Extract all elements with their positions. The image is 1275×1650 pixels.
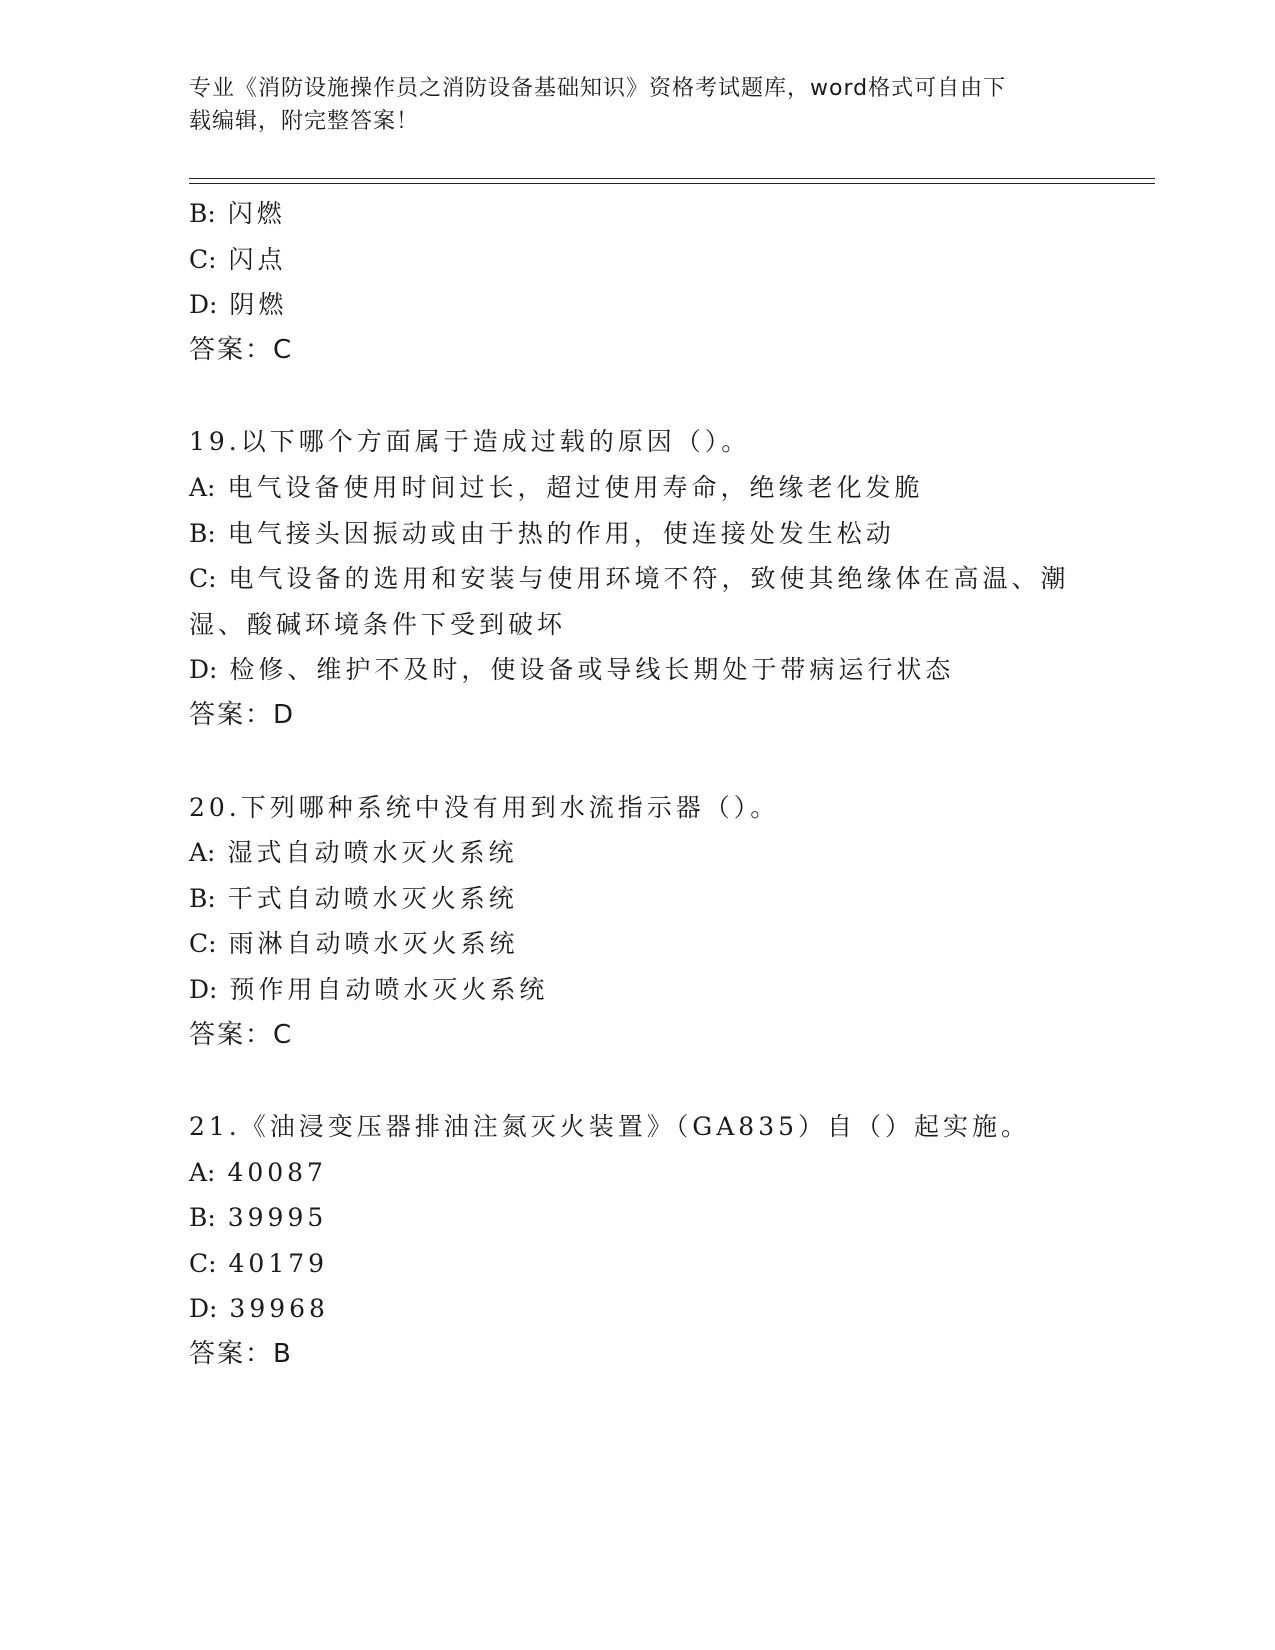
option-b: B: 电气接头因振动或由于热的作用，使连接处发生松动	[189, 518, 895, 548]
option-d: D: 阴燃	[189, 290, 288, 320]
question-19	[189, 419, 1089, 738]
option-b: B: 闪燃	[189, 199, 286, 228]
option-a: A: 电气设备使用时间过长，超过使用寿命，绝缘老化发脆	[189, 472, 924, 502]
document-header	[189, 72, 1089, 138]
question-stem: 21.《油浸变压器排油注氮灭火装置》（GA835）自（）起实施。	[189, 1112, 1031, 1142]
option-c: C: 闪点	[189, 244, 287, 274]
question-21	[189, 1104, 1089, 1378]
header-line-1: 专业《消防设施操作员之消防设备基础知识》资格考试题库，word格式可自由下	[189, 76, 1007, 101]
option-a: A: 40087	[189, 1157, 327, 1187]
answer: 答案：C	[189, 334, 294, 365]
question-stem: 20.下列哪种系统中没有用到水流指示器（）。	[189, 792, 780, 822]
option-d: D: 39968	[189, 1294, 329, 1324]
header-divider-bottom	[189, 183, 1155, 184]
option-b: B: 39995	[189, 1203, 328, 1233]
option-c: C: 雨淋自动喷水灭火系统	[189, 929, 519, 959]
option-c-continuation: 湿、酸碱环境条件下受到破坏	[189, 609, 567, 639]
option-a: A: 湿式自动喷水灭火系统	[189, 838, 518, 868]
header-divider-top	[189, 178, 1155, 179]
option-d: D: 检修、维护不及时，使设备或导线长期处于带病运行状态	[189, 655, 955, 685]
answer: 答案：C	[189, 1019, 294, 1050]
question-stem: 19.以下哪个方面属于造成过载的原因（）。	[189, 427, 751, 457]
option-b: B: 干式自动喷水灭火系统	[189, 883, 518, 913]
question-list	[189, 191, 1089, 1378]
answer: 答案：B	[189, 1339, 293, 1370]
question-18-tail	[189, 191, 1089, 373]
question-20	[189, 785, 1089, 1059]
header-line-2: 载编辑，附完整答案！	[189, 109, 420, 134]
option-c: C: 电气设备的选用和安装与使用环境不符，致使其绝缘体在高温、潮	[189, 564, 1070, 594]
answer: 答案：D	[189, 699, 296, 730]
option-c: C: 40179	[189, 1248, 329, 1278]
option-d: D: 预作用自动喷水灭火系统	[189, 974, 549, 1004]
